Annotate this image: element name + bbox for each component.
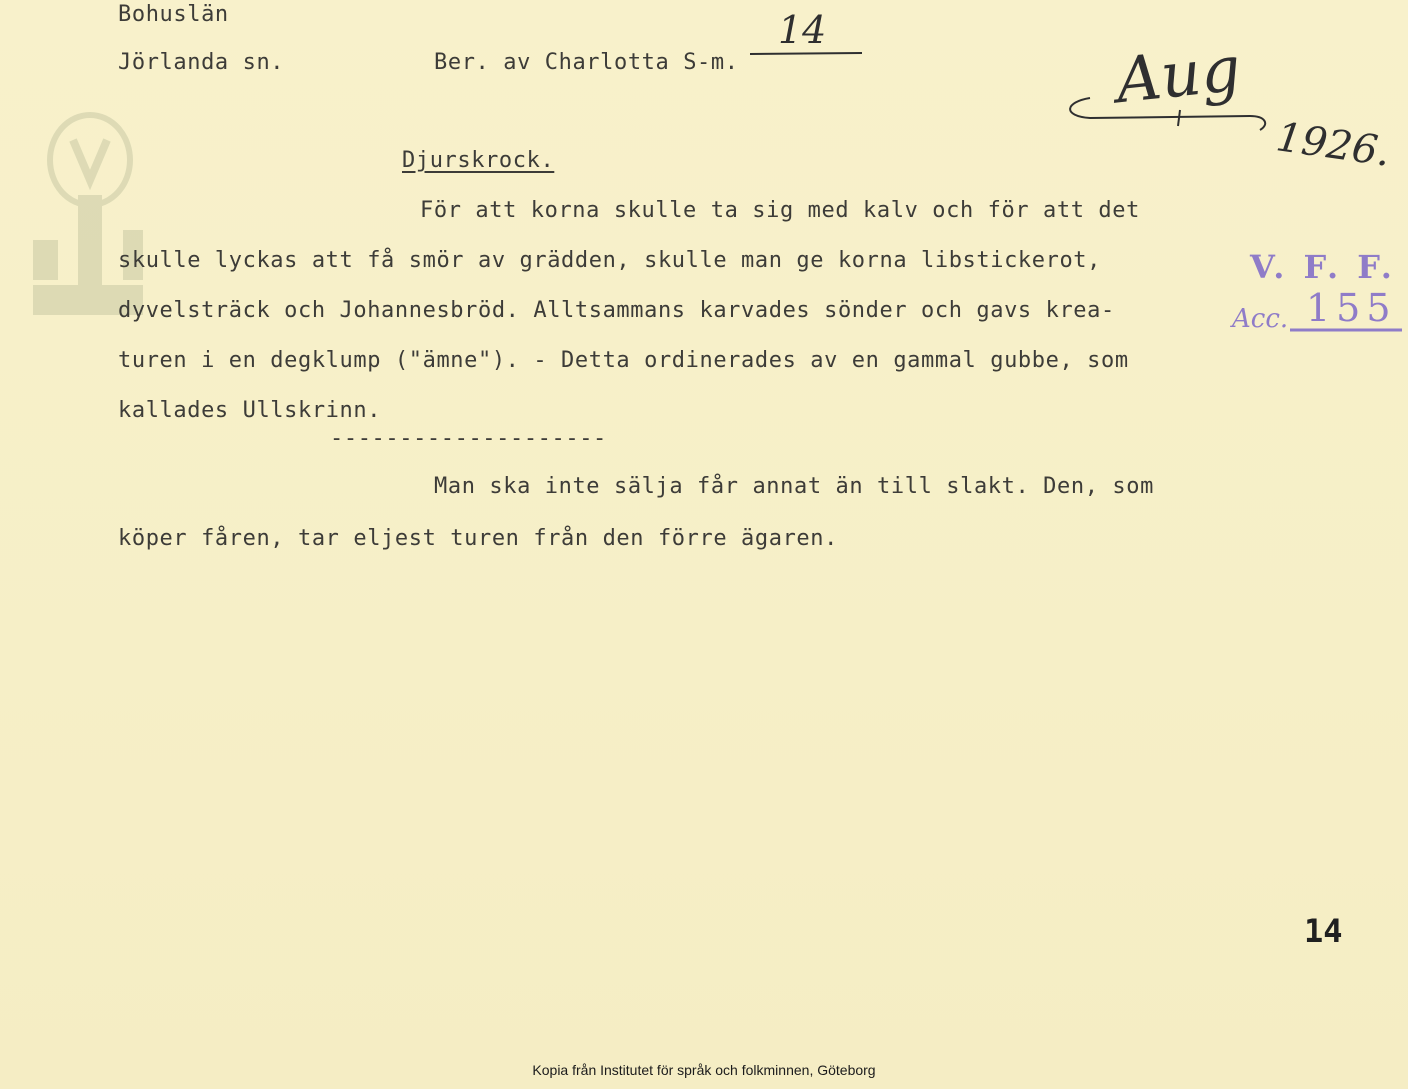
reporter-label: Ber. av Charlotta S-m. (434, 50, 739, 75)
handwritten-flourish (1060, 90, 1280, 140)
separator-line: -------------------- (330, 426, 607, 451)
para1-line: turen i en degklump ("ämne"). - Detta ordinerades av en gammal gubbe, som (118, 348, 1129, 373)
para1-line: För att korna skulle ta sig med kalv och för att det (420, 198, 1140, 223)
para2-line: köper fåren, tar eljest turen från den förre ägaren. (118, 526, 838, 551)
page-number: 14 (1304, 912, 1343, 950)
para2-line: Man ska inte sälja får annat än till slakt. Den, som (434, 474, 1154, 499)
parish-label: Jörlanda sn. (118, 50, 285, 75)
stamp-acc-number: 155 (1306, 286, 1397, 330)
handwritten-sheet-number: 14 (778, 8, 827, 52)
para1-line: skulle lyckas att få smör av grädden, skulle man ge korna libstickerot, (118, 248, 1102, 273)
para1-line: kallades Ullskrinn. (118, 398, 382, 423)
handwritten-month: Aug (1112, 31, 1244, 118)
handwritten-underline (748, 48, 864, 58)
archive-watermark-logo (28, 30, 148, 330)
handwritten-year: 1926. (1273, 114, 1394, 176)
archive-footer: Kopia från Institutet för språk och folkminnen, Göteborg (532, 1062, 876, 1078)
para1-line: dyvelsträck och Johannesbröd. Alltsammans karvades sönder och gavs krea- (118, 298, 1115, 323)
province-label: Bohuslän (118, 2, 229, 27)
stamp-acc-label: Acc. (1232, 304, 1289, 334)
stamp-vff: V. F. F. (1250, 248, 1396, 286)
stamp-underline (1290, 326, 1404, 334)
document-title (402, 148, 554, 173)
title-text: Djurskrock. (402, 148, 555, 173)
